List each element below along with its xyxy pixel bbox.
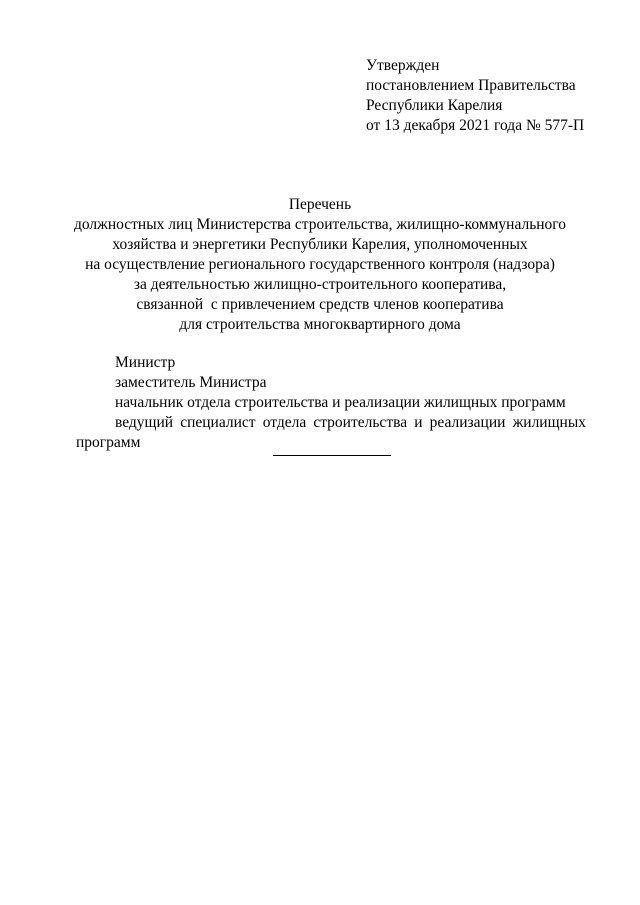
approval-line: Утвержден bbox=[366, 57, 440, 74]
title-line: на осуществление регионального государственного контроля (надзора) bbox=[85, 256, 555, 273]
positions-list bbox=[76, 353, 586, 453]
title-heading: Перечень bbox=[288, 196, 352, 213]
position-item: Министр bbox=[115, 354, 176, 371]
closing-divider bbox=[273, 455, 391, 456]
title-line: связанной с привлечением средств членов кооператива bbox=[136, 296, 504, 313]
title-line: должностных лиц Министерства строительства, жилищно-коммунального bbox=[73, 216, 567, 233]
title-line: за деятельностью жилищно-строительного кооператива, bbox=[133, 276, 507, 293]
approval-date-line: от 13 декабря 2021 года № 577-П bbox=[366, 117, 585, 134]
title-line: для строительства многоквартирного дома bbox=[179, 316, 461, 333]
position-item: ведущий специалист отдела строительства и реализации жилищных программ bbox=[76, 414, 586, 451]
position-item: заместитель Министра bbox=[115, 374, 267, 391]
position-item: начальник отдела строительства и реализации жилищных программ bbox=[115, 394, 566, 411]
title-line: хозяйства и энергетики Республики Карелия, уполномоченных bbox=[112, 236, 528, 253]
approval-line: Республики Карелия bbox=[366, 97, 503, 114]
approval-block bbox=[366, 56, 626, 136]
approval-line: постановлением Правительства bbox=[366, 77, 576, 94]
document-title bbox=[60, 195, 580, 335]
